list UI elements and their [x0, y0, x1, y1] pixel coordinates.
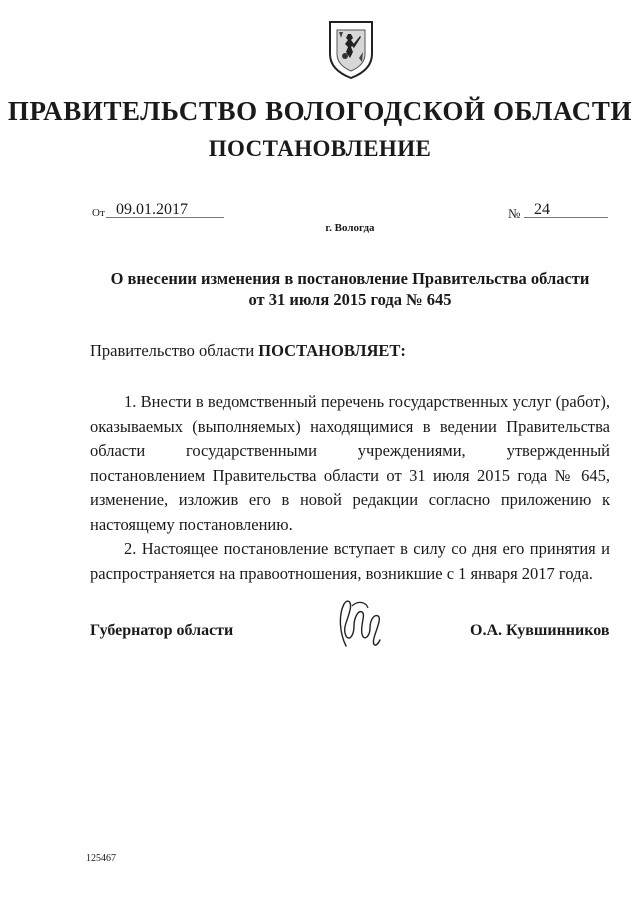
registration-number: 125467: [86, 853, 116, 864]
document-place: г. Вологда: [325, 222, 375, 234]
decree-keyword: ПОСТАНОВЛЯЕТ:: [258, 341, 406, 360]
subject-line-1: О внесении изменения в постановление Правительства области: [110, 269, 590, 288]
signatory-position: Губернатор области: [90, 622, 234, 639]
document-subject: [90, 268, 610, 310]
subject-line-2: от 31 июля 2015 года № 645: [248, 290, 452, 309]
document-body: [90, 390, 610, 586]
organization-title: ПРАВИТЕЛЬСТВО ВОЛОГОДСКОЙ ОБЛАСТИ: [7, 96, 633, 126]
body-paragraph-1: 1. Внести в ведомственный перечень государственных услуг (работ), оказываемых (выполняемых) находящимися в ведении Правительства области государственными учреждениями, утвержденный постановлением Правительства области от 31 июля 2015 года № 645, изменение, изложив его в новой редакции согласно приложению к настоящему постановлению.: [90, 392, 610, 534]
number-label: №: [508, 206, 521, 221]
document-date: 09.01.2017: [106, 202, 224, 218]
decree-prefix: Правительство области: [90, 341, 255, 360]
signatory-name: О.А. Кувшинников: [470, 622, 610, 639]
date-label: От: [92, 207, 105, 219]
signature-icon: [332, 596, 388, 652]
coat-of-arms-icon: [326, 18, 376, 80]
body-paragraph-2: 2. Настоящее постановление вступает в силу со дня его принятия и распространяется на правоотношения, возникшие с 1 января 2017 года.: [90, 539, 610, 583]
decree-line: [90, 341, 406, 361]
document-number: 24: [524, 202, 608, 218]
document-type: ПОСТАНОВЛЕНИЕ: [208, 136, 432, 161]
